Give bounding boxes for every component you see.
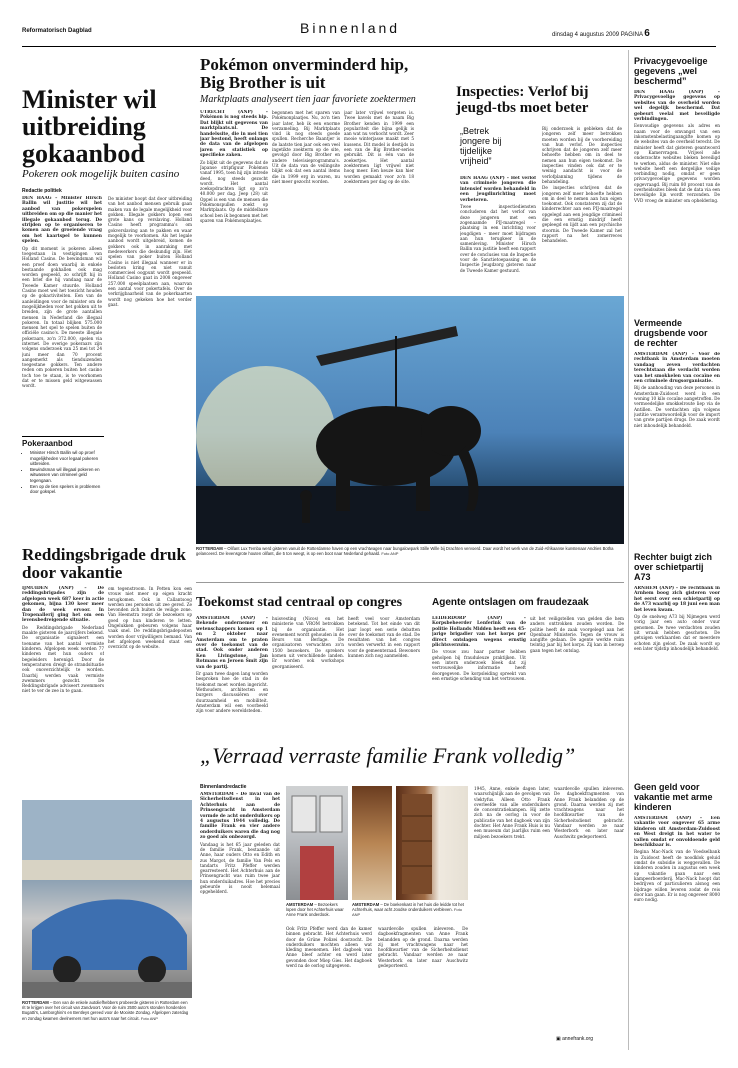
window [292, 796, 316, 832]
sidebar-lead: AMSTERDAM (ANP) – Voor de rechtbank in Amsterdam moeten vandaag zeven verdachten terechtstaan die verdacht worden van het smokkelen van cocaïne en een criminele drugsorganisatie. [634, 352, 720, 385]
sun-glare [196, 366, 336, 506]
worker-silhouette [300, 490, 312, 502]
page-date: dinsdag 4 augustus 2009 PAGINA 6 [552, 28, 650, 39]
worker-silhouette [302, 501, 310, 523]
lead-frank: AMSTERDAM – De inval van de Sicherheitsdienst in het Achterhuis aan de Prinsengracht in Amsterdam vormde de acht onderduikers op 4 augustus 1944 volledig. De familie Frank en vier andere onderduikers waren die dag nog zo goed als onbezorgd. [200, 792, 280, 841]
annefrank-link[interactable]: ▣ annefrank.org [556, 1036, 593, 1042]
column-frank-1 [200, 792, 280, 1042]
headline-casino: Minister wil uitbreiding gokaanbod [22, 85, 157, 168]
bookcase [402, 794, 432, 894]
achterhuis-caption: AMSTERDAM – Bezoekers lopen door het Achterhuis waar Anne Frank onderdook. [286, 902, 344, 918]
body-pokemon-2: begonnen met het sparen van Pokémonplaatjes. Nu, zo'n tien jaar later, heb ik een enorme verzameling. Bij Marktplaats vind ik nog steeds goede spullen. Recherche Baantjer is de laatste tien jaar ook een veel ingetikte zoekterm op de site, gevolgd door Big Brother en andere televisieprogramma's. Uit de data van de veilingsite blijkt ook dat een aantal items die in 1999 erg in waren, nu niet meer gezocht worden. [272, 110, 340, 184]
elephant-leg [336, 471, 350, 511]
column-toekomst-1 [196, 616, 268, 728]
sidebar-title: Vermeende drugsbende voor de rechter [634, 318, 708, 348]
header-rule [22, 46, 716, 47]
sidebar-lead: AMSTERDAM (ANP) – Een vakantie voor ongeveer 65 arme kinderen uit Amsterdam-Zuidoost en West dreigt in het water te vallen omdat er onvoldoende geld beschikbaar is. [634, 816, 720, 849]
body-toekomst: Er gaan twee dagen lang worden besproken hoe de stad in de toekomst moet worden ingericht. Wethouders, architecten en burgers discussiëren over duurzaamheid en mobiliteit. Amsterdam wil een voorbeeld zijn voor andere wereldsteden. [196, 671, 268, 714]
column-agente-1 [432, 616, 526, 728]
car-wheel [53, 956, 81, 984]
column-pokemon-2 [272, 110, 340, 296]
headline-inspecties: Inspecties: Verlof bij jeugd-tbs moet beter [456, 84, 589, 116]
lead-casino: DEN HAAG – Minister Hirsch Ballin wil justitie wil het aanbod van pokerspelen uitbreiden om op die manier het illegale gokaanbod terug. De strijden op te organiseren te komen aan de groeiende vraag om het kaartspel te kunnen spelen. [22, 196, 102, 245]
quote-inspecties: „Betrek jongere bij tijdelijke vrijheid” [460, 126, 502, 166]
staircase-photo [352, 786, 392, 900]
window [320, 796, 342, 832]
body-agente: De vrouw zou haar partner hebben geholpen bij frauduleuze praktijken. Uit een intern onderzoek bleek dat zij vertrouwelijke informatie heeft doorgegeven. De korpsleiding spreekt van een ernstige schending van het vertrouwen. [432, 649, 526, 681]
deck-pokemon: Marktplaats analyseert tien jaar favoriete zoektermen [200, 94, 416, 105]
achterhuis-photo [286, 786, 348, 900]
column-reddings-2 [108, 586, 192, 792]
sidebar-lead: ARNHEM (ANP) – De rechtbank in Arnhem boog zich gisteren voor het eerst over een schietpartij op de A73 waarbij op 18 juni een man het leven kwam. [634, 586, 720, 613]
section-rule [196, 582, 624, 583]
headline-reddingsbrigade: Reddingsbrigade druk door vakantie [22, 545, 186, 582]
elephant-photo [196, 296, 624, 544]
column-frank-2 [286, 926, 372, 1046]
body-frank-2: Ook Fritz Pfeffer werd dan de kamer binnen gebracht. Het Achterhuis werd door de Grüne Polizei doorzocht. De onderduikers mochten alleen wat kleding meenemen. Het dagboek van Anne bleef achter en werd later gevonden door Miep Gies. Het dagboek werd na de oorlog uitgegeven. [286, 926, 372, 969]
pokeraanbod-box [22, 436, 104, 532]
bookcase-illustration [396, 786, 468, 900]
column-pokemon-1 [200, 110, 268, 296]
page-number: 6 [644, 28, 650, 39]
column-toekomst-2 [272, 616, 344, 728]
body-toekomst-2: huisvesting (Nicos) en het ministerie van VROM betrokken bij de organisatie. Het evenement wordt gehouden in de Beurs van Berlage. De organisatoren verwachten zo'n 1500 bezoekers. De sprekers komen uit verschillende landen. Er worden ook workshops georganiseerd. [272, 616, 344, 669]
crowd-background [22, 860, 192, 880]
body-casino: Op dit moment is pokeren alleen toegestaan in vestigingen van Holland Casino. De bewindsman wil een proef doen waarbij in enkele bestaande gokhallen ook mag worden gespeeld, zo schrijft hij in een brief die hij vandaag naar de Tweede Kamer stuurde. Holland Casino moet wel het toezicht houden op de gokactiviteiten. Een van de aanleidingen voor de minister om de mogelijkheden voor het gokken uit te breiden, zijn de grote aantallen mensen in Nederland die illegaal pokeren. In totaal blijken 575.000 mensen het spel te spelen buiten de officiële casino's. De meeste illegale pokeraars, zo'n 372.000, spelen via internet. De overige pokeraars zijn volgens onderzoek van 25 mei tot 24 juni meer dan 70 procent aangemerkt als tienduizenden toegestane gokkers. Ten andere reden om pokeren buiten het casino toch toe te staan, is te voorkomen dat er te missen geld witgewassen wordt. [22, 245, 102, 389]
list-item: • Minister Hirsch Ballin wil op proef mogelijkheden voor legaal pokeren uitbreiden. [30, 450, 104, 467]
photo-credit: Foto ANP [352, 907, 462, 918]
photo-credit: Foto ANP [381, 551, 399, 557]
body-inspecties-2: Bij onderzoek is gebleken dat de jongeren zelf meer betrokken moeten worden bij de voorbereiding van hun verlof. De inspecties schrijven dat de jongeren zelf meer behoefte hebben om in deel te nemen aan hun eigen toekomst. De inspecties vinden ook dat er te weinig aandacht is voor de verlofplanning tijdens de behandeling. [542, 126, 622, 184]
list-item: • Een op de tien spelers in problemen door gokspel. [30, 484, 104, 495]
sidebar-body: Eenvoudige gegevens als adres en naam voor de omvangst van een inkomstenbelastingaangifte komen op de websites van de overheid terecht. De minister heeft dat gisteren geantwoord op Kamervragen. Vrijwel alle onderzochte websites bleken beveiligd te werken, aldus de minister. Niet elke website heeft een dergelijke veilige verbinding nodig, omdat er geen privacygevoelige gegevens worden opgevraagd. Bij ruim 80 procent van de overheidssites bleek dat de data via een beveiligde lijn wordt verzonden. De VVD vroeg de minister om opheldering. [634, 123, 720, 203]
body-agente-2: uit het veiligstellen van gelden die hem anders onttrokken zouden worden. De politie heeft de zaak voorgelegd aan het Openbaar Ministerie. Tegen de vrouw is aangifte gedaan. De agente werkte ruim twintig jaar bij het korps. Zij kan in beroep gaan tegen het ontslag. [530, 616, 624, 653]
sidebar-title: Geen geld voor vakantie met arme kinderen [634, 782, 713, 812]
sidebar-divider [628, 50, 629, 1050]
lead-toekomst: AMSTERDAM (ANP) – Bekende ondernemer en wetenschappers komen op 1 en 2 oktober naar Amsterdam om te praten over de toekomst van de stad. Ook onder anderen Ken Livingstone, Jan Rotmans en Jeroen Smit zijn van de partij. [196, 616, 268, 670]
column-inspecties-1 [460, 176, 536, 296]
sky [22, 800, 192, 870]
headline-frank: „Verraad verraste familie Frank volledig” [200, 743, 576, 768]
sidebar-body: Bij de aanhouding van deze personen in Amsterdam-Zuidoost werd in een woning 10 kilo cocaïne aangetroffen. De vermoedelijke smokkelroute liep via de Antillen. De verdachten zijn volgens justitie verantwoordelijk voor de import van grote partijen drugs. De zaak wordt niet inhoudelijk behandeld. [634, 385, 720, 428]
lead-inspecties: DEN HAAG (ANP) – Het verlof van criminele jongeren die intensief worden behandeld in een jeugdinrichting moet verbeteren. [460, 176, 536, 203]
sidebar-body: Op de snelweg A73 bij Nijmegen werd vorig jaar een auto onder vuur genomen. De twee verdachten zouden uit wraak hebben geschoten. De getuigen verklaarden dat er meerdere schoten zijn gelost. De zaak wordt op een later tijdstip inhoudelijk behandeld. [634, 614, 720, 651]
cars-photo-illustration [22, 800, 192, 998]
sidebar-body: Regina Mac-Nack van de Voedselbank in Zuidoost heeft de noodklok geluid omdat de subsidie is weggevallen. De kinderen zouden in augustus een week op vakantie gaan naar een kampeerboerderij. Mac-Nack hoopt dat bedrijven of particulieren alsnog een bijdrage willen leveren zodat de reis door kan gaan. Er is nog ongeveer 8000 euro nodig. [634, 849, 720, 903]
body-reddings-2: om tegenstroom. In Petten kon een vrouw niet meer op eigen kracht terugkomen. Ook in Callantsoog werden zes personen uit zee gered. Ze bevonden zich buiten de veilige zone. Van Heemstra roept de bezoekers op goed op hun kinderen te letten. Ongelukken gebeuren volgens haar vaak snel. De reddingsbrigadeposten worden door vrijwilligers bemand. Van het afgelopen weekend staat een overzicht op de website. [108, 586, 192, 650]
pokeraanbod-list [22, 450, 104, 495]
body-pokemon-3: jaar later vrijwel vergeten is. Twee kavels met de naam Big Brother kenden in 1999 een populariteit die bijna gelijk is aan wat nu verkocht wordt. Zeer mooie winterjasse maakt met 5 kussens. Dit model is destijds in een van de Big Brother-series gebruikt. Dit is één van de zoekertjes. Het aantal zoektermen ligt vrijwel niet hoog meer. Een keuze kan hier worden gemaakt voor zo'n 18 zoektermen per dag op de site. [344, 110, 414, 184]
column-frank-3 [378, 926, 468, 1046]
column-agente-2 [530, 616, 624, 728]
list-item: • Bewindsman wil illegaal pokeren en witwassen van crimineel geld tegengaan. [30, 467, 104, 484]
headline-pokemon: Pokémon onverminderd hip, Big Brother is uit [200, 55, 409, 92]
deck-casino: Pokeren ook mogelijk buiten casino [22, 168, 180, 180]
column-frank-5 [554, 786, 624, 1034]
lead-pokemon: UTRECHT (ANP) – Pokémon is nog steeds hip. Dat blijkt uit gegevens van marktplaats.nl. De handelssite, die in mei tien jaar bestond, heeft onlangs de data van de afgelopen jaren en statistiek op specifieke zaken. [200, 110, 268, 159]
column-reddings-1 [22, 586, 104, 792]
sidebar-lead: DEN HAAG (ANP) – Privacygevoelige gegevens op websites van de overheid worden wel degelijk beschermd. Dat gebeurt veelal met beveiligde verbindingen. [634, 90, 720, 123]
body-pokemon: Zo blijkt uit de gegevens dat de Japanse stripfiguur Pokémon vanaf 1995, toen hij zijn intrede deed, nog steeds gezocht wordt. Het aantal zoekopdrachten ligt op zo'n 40.000 per dag. Jeep (28) uit Oppel is een van de mensen die Pokémonspullen zoekt op Marktplaats. Op de middelbare school ben ik begonnen met het sparen van Pokémonplaatjes. [200, 159, 268, 223]
sidebar-item-vakantie [634, 782, 720, 1056]
lead-agente: LEIDERDORP (ANP) – Korpsbeheerder Lenferink van de politie Hollands Midden heeft een 45-jarige brigadier van het korps per direct ontslagen wegens ernstig plichtsverzuim. [432, 616, 526, 649]
sidebar-title: Privacygevoelige gegevens „wel beschermd” [634, 56, 708, 86]
sidebar-item-privacy [634, 56, 720, 290]
body-toekomst-3: heeft veel voor Amsterdam betekend. Tot het einde van dit jaar loopt een serie debatten over de toekomst van de stad. De resultaten van het congres worden verwerkt in een rapport voor de gemeenteraad. Bewoners kunnen zich nog aanmelden. [348, 616, 420, 659]
cars-caption: ROTTERDAM – Een van de enkele autoliefhebbers probeerde gisteren in Rotterdam een rit te krijgen over het circuit van Zandvoort. Voor de ruim 2500 auto's stonden honderden Bugatti's, Lamborghini's en Bentleys gereed voor de Mooiste Zondag. Afgelopen zaterdag en zondag kwamen deelnemers met hun auto's naar het circuit. Foto ANP [22, 1000, 189, 1021]
column-toekomst-3 [348, 616, 420, 728]
column-casino-1 [22, 196, 102, 434]
bookcase-caption: AMSTERDAM – De boekenkast in het huis die leidde tot het Achterhuis, waar acht Joodse onderduikers verbleven. Foto ANP [352, 902, 464, 918]
headline-agente: Agente ontslagen om fraudezaak [432, 597, 589, 608]
achterhuis-illustration [286, 786, 348, 900]
publication-name: Reformatorisch Dagblad [22, 28, 92, 34]
column-inspecties-2 [542, 126, 622, 296]
car-wheel [138, 956, 166, 984]
body-frank-3: waardevolle spullen inleveren. De dagboekfragmenten van Anne Frank belandden op de grond. Daarna werden zij met vrachtwagens naar het hoofdkwartier van de Sicherheitsdienst gebracht. Vandaar werden ze naar Westerbork en later naar Auschwitz gedeporteerd. [378, 926, 468, 969]
sidebar-item-a73 [634, 552, 720, 762]
body-casino-2: De minister hoopt dat door uitbreiding van het aanbod mensen gebruik gaan maken van de legale mogelijkheid voor gokken. Illegale gokkers lopen een grote kans op verslaving. Holland Casino heeft programma's om gokverslaving aan te pakken en waar mogelijk te voorkomen. Als het legale aanbod wordt uitgebreid, komen de gokkers ook in aanraking met medewerkers die deskundig zijn. Het spelen van poker buiten Holland Casino is niet illegaal wanneer er in besloten kring en niet vanuit commercieel oogpunt wordt gespeeld. Holland Casino gaat in 2008 ongeveer 257.000 speelplaatsen aan, waarvan een aantal voor pokertafels. Over de verkrijgbaarheid van de pokerkaarten wordt nog gekeken hoe het verder gaat. [108, 196, 192, 307]
elephant-head [421, 406, 481, 456]
body-frank: Vandaag is het 65 jaar geleden dat de familie Frank, bestaande uit Anne, haar ouders Otto en Edith en zus Margot, de familie Van Pels en tandarts Fritz Pfeffer werden gearresteerd. Het Achterhuis aan de Prinsengracht was ruim twee jaar hun onderduikadres. Hoe het precies gebeurde is nooit helemaal opgehelderd. [200, 841, 280, 895]
quay-silhouette [196, 486, 624, 544]
photo-credit: Foto ANP [140, 1015, 158, 1021]
elephant-photo-illustration [196, 296, 624, 544]
road [22, 982, 192, 998]
body-frank-4: 1945, Anne, enkele dagen later, waarschijnlijk aan de gevolgen van vlektyfus. Alleen Otto Frank overleefde van alle onderduikers de concentratiekampen. Hij zette zich na de oorlog in voor de publicatie van het dagboek van zijn dochter. Het Anne Frank Huis is nu een museum dat jaarlijks ruim een miljoen bezoekers trekt. [474, 786, 550, 839]
column-casino-2 [108, 196, 192, 540]
body-reddings: De Reddingsbrigade Nederland maakte gisteren de jaarcijfers bekend. De organisatie signaleert een toename van het aantal vermiste kinderen. Afgelopen week werden 77 kinderen met hun ouders of begeleiders herenigd. Door de temperaturen dreigt de strandsituatie ook onoverzichtelijk te worden. Daarbij werden vaak vermiste zwemmers gezocht. De Reddingsbrigade adviseert zwemmers niet te ver de zee in te gaan. [22, 624, 104, 694]
blue-car [32, 899, 187, 970]
page-header [0, 18, 738, 48]
column-pokemon-3 [344, 110, 414, 296]
bookcase-photo [396, 786, 468, 900]
headline-toekomst: Toekomst stad centraal op congres [196, 595, 403, 610]
section-name: Binnenland [300, 20, 401, 36]
red-object [300, 846, 334, 900]
body-frank-5: waardevolle spullen inleveren. De dagboekfragmenten van Anne Frank belandden op de grond. Daarna werden zij met vrachtwagens naar het hoofdkwartier van de Sicherheitsdienst gebracht. Vandaar werden ze naar Westerbork en later naar Auschwitz gedeporteerd. [554, 786, 624, 839]
lead-reddings: IJMUIDEN (ANP) – De reddingsbrigades zijn de afgelopen week 687 keer in actie gekomen, bijna 130 keer meer dan de week ervoor. In Tropenallerij ging het om een levensbedreigende situatie. [22, 586, 104, 624]
cars-photo [22, 800, 192, 998]
column-frank-4 [474, 786, 550, 1048]
sidebar-item-drugsbende [634, 318, 720, 538]
byline-casino: Redactie politiek [22, 188, 62, 194]
body-inspecties: Twee inspectiediensten concluderen dat het verlof van deze jongeren met een zogenaamde PIJ-maatregel – plaatsing in een inrichting voor jeugdigen – meer moet bijdragen aan hun terugkeer in de samenleving. Minister Hirsch Ballin van justitie heeft een rapport over de conclusies van de Inspectie voor de Sanctietoepassing en de Inspectie Jeugdzorg gisteren naar de Tweede Kamer gestuurd. [460, 204, 536, 273]
elephant-caption: ROTTERDAM – Olifant Lux Temba werd gisteren vanuit de Rotterdamse haven op een vrachtwagen naar bungalowpark Stille Wille bij Drachten vervoerd. Daar wordt het werk van de Zuid-Afrikaanse kunstenaar Andries Botha gelanceerd. De levensgrote houten olifant, die 5 ton weegt, is op een boot naar Nederland gehaald. Foto ANP [196, 546, 614, 557]
pokeraanbod-title: Pokeraanbod [22, 436, 104, 448]
elephant-leg [416, 471, 430, 511]
byline-frank: Binnenlandredactie [200, 784, 247, 790]
sidebar-title: Rechter buigt zich over schietpartij A73 [634, 552, 713, 582]
body-inspecties-3: De inspecties schrijven dat de jongeren zelf meer behoefte hebben om in deel te nemen aan hun eigen toekomst. Ook constateren zij dat de kinderrechter aan een PIJ-maatregel opgelegd aan een jeugdige crimineel die een ernstig misdrijf heeft gepleegd en lijdt aan een psychische stoornis. De Tweede Kamer zal het rapport na het zomerreces behandelen. [542, 185, 622, 244]
link-icon: ▣ [556, 1036, 561, 1042]
crane-arm [316, 326, 458, 366]
